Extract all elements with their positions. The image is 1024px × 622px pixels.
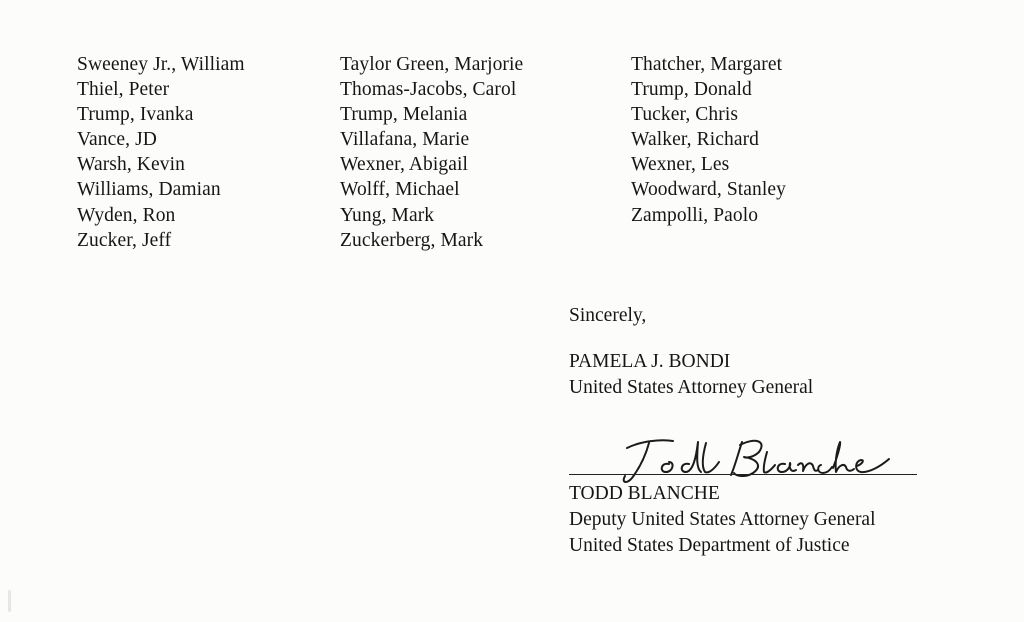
signer-name: PAMELA J. BONDI (569, 351, 731, 372)
list-item: Taylor Green, Marjorie (340, 54, 524, 75)
list-item: Woodward, Stanley (631, 179, 787, 201)
list-item: Warsh, Kevin (77, 154, 185, 176)
list-item: Wexner, Abigail (340, 154, 469, 176)
list-item: Sweeney Jr., William (77, 54, 245, 75)
signature-line (569, 474, 917, 475)
list-item: Villafana, Marie (340, 129, 470, 151)
names-column-1 (77, 52, 245, 253)
department-name: United States Department of Justice (569, 535, 850, 556)
names-column-3 (631, 52, 786, 228)
deputy-title: Deputy United States Attorney General (569, 509, 876, 530)
list-item: Tucker, Chris (631, 104, 739, 126)
handwritten-signature (569, 428, 929, 488)
signer-block (569, 349, 813, 401)
closing-salutation: Sincerely, (569, 305, 647, 326)
deputy-block (569, 481, 876, 559)
list-item: Wexner, Les (631, 154, 730, 176)
list-item: Zampolli, Paolo (631, 204, 759, 226)
list-item: Trump, Donald (631, 79, 752, 101)
list-item: Trump, Ivanka (77, 104, 194, 126)
names-column-2 (340, 52, 523, 253)
list-item: Zuckerberg, Mark (340, 229, 484, 251)
list-item: Walker, Richard (631, 129, 760, 151)
signer-title: United States Attorney General (569, 377, 814, 398)
list-item: Yung, Mark (340, 204, 435, 226)
deputy-name: TODD BLANCHE (569, 483, 720, 504)
list-item: Vance, JD (77, 129, 157, 151)
list-item: Williams, Damian (77, 179, 221, 201)
list-item: Wolff, Michael (340, 179, 460, 201)
list-item: Thomas-Jacobs, Carol (340, 79, 517, 101)
list-item: Thatcher, Margaret (631, 54, 783, 75)
list-item: Thiel, Peter (77, 79, 170, 101)
list-item: Trump, Melania (340, 104, 468, 126)
list-item: Zucker, Jeff (77, 229, 172, 251)
list-item: Wyden, Ron (77, 204, 176, 226)
scan-mark (8, 590, 11, 612)
